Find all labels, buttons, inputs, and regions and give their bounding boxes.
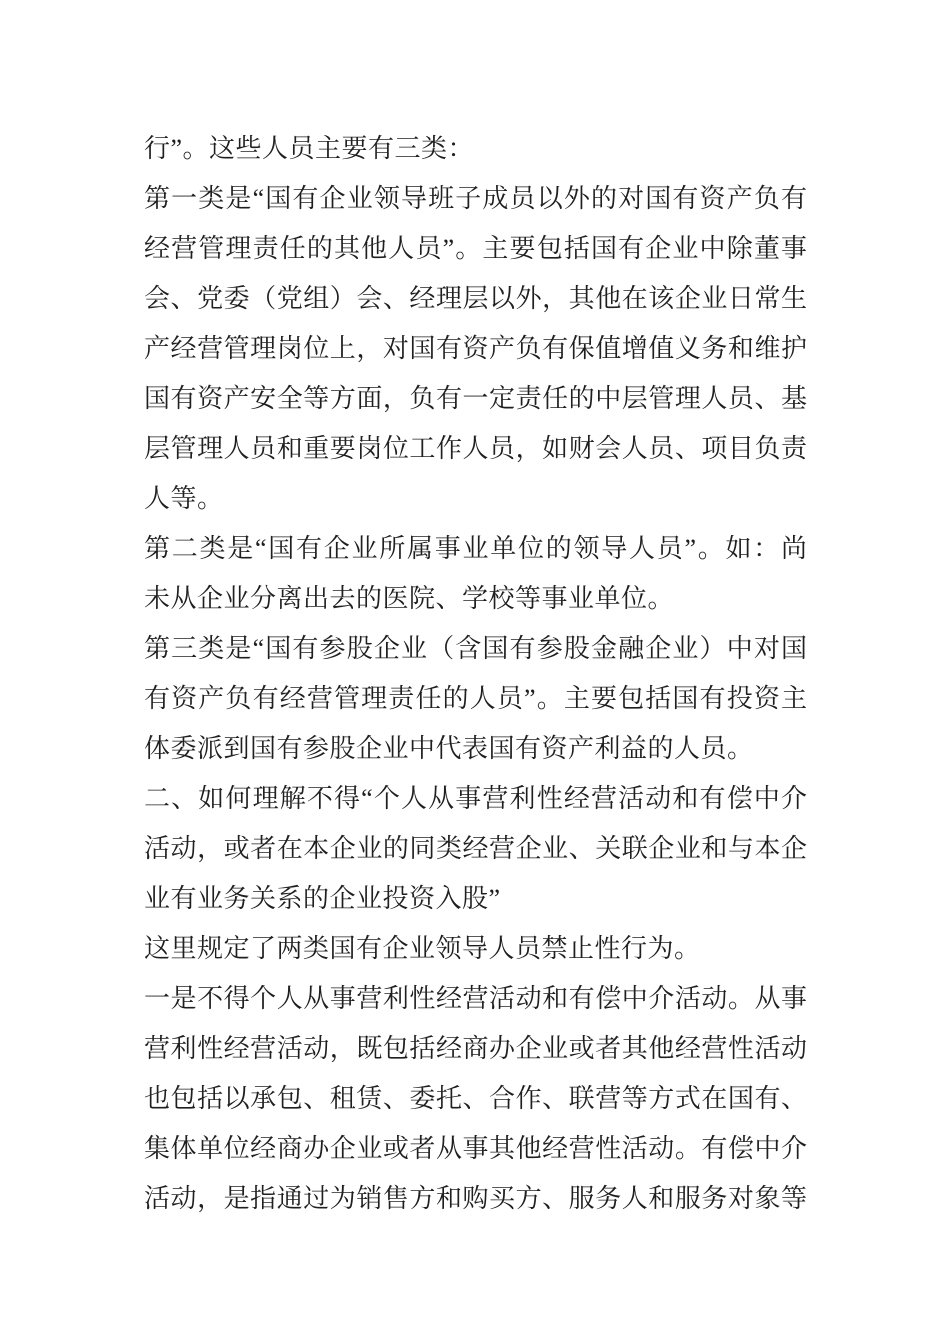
text-line: 经营管理责任的其他人员”。主要包括国有企业中除董事 xyxy=(144,234,807,263)
text-line: 第二类是“国有企业所属事业单位的领导人员”。如：尚 xyxy=(144,534,807,563)
text-line: 第一类是“国有企业领导班子成员以外的对国有资产负有 xyxy=(144,184,807,213)
text-line: 集体单位经商办企业或者从事其他经营性活动。有偿中介 xyxy=(144,1134,807,1163)
text-line: 体委派到国有参股企业中代表国有资产利益的人员。 xyxy=(144,734,754,763)
text-line: 会、党委（党组）会、经理层以外，其他在该企业日常生 xyxy=(144,284,807,313)
text-line: 未从企业分离出去的医院、学校等事业单位。 xyxy=(144,584,675,613)
text-line: 业有业务关系的企业投资入股” xyxy=(144,884,501,913)
text-line: 一是不得个人从事营利性经营活动和有偿中介活动。从事 xyxy=(144,984,807,1013)
text-line: 产经营管理岗位上，对国有资产负有保值增值义务和维护 xyxy=(144,334,807,363)
text-line: 营利性经营活动，既包括经商办企业或者其他经营性活动 xyxy=(144,1034,807,1063)
text-line: 有资产负有经营管理责任的人员”。主要包括国有投资主 xyxy=(144,684,807,713)
text-line: 层管理人员和重要岗位工作人员，如财会人员、项目负责 xyxy=(144,434,807,463)
text-line: 这里规定了两类国有企业领导人员禁止性行为。 xyxy=(144,934,701,963)
document-text xyxy=(144,124,807,1224)
text-line: 二、如何理解不得“个人从事营利性经营活动和有偿中介 xyxy=(144,784,807,813)
text-line: 第三类是“国有参股企业（含国有参股金融企业）中对国 xyxy=(144,634,807,663)
text-line: 国有资产安全等方面，负有一定责任的中层管理人员、基 xyxy=(144,384,807,413)
text-line: 活动，或者在本企业的同类经营企业、关联企业和与本企 xyxy=(144,834,807,863)
text-line: 行”。这些人员主要有三类： xyxy=(144,134,475,163)
text-line: 人等。 xyxy=(144,484,224,513)
text-line: 活动，是指通过为销售方和购买方、服务人和服务对象等 xyxy=(144,1184,807,1213)
text-line: 也包括以承包、租赁、委托、合作、联营等方式在国有、 xyxy=(144,1084,807,1113)
